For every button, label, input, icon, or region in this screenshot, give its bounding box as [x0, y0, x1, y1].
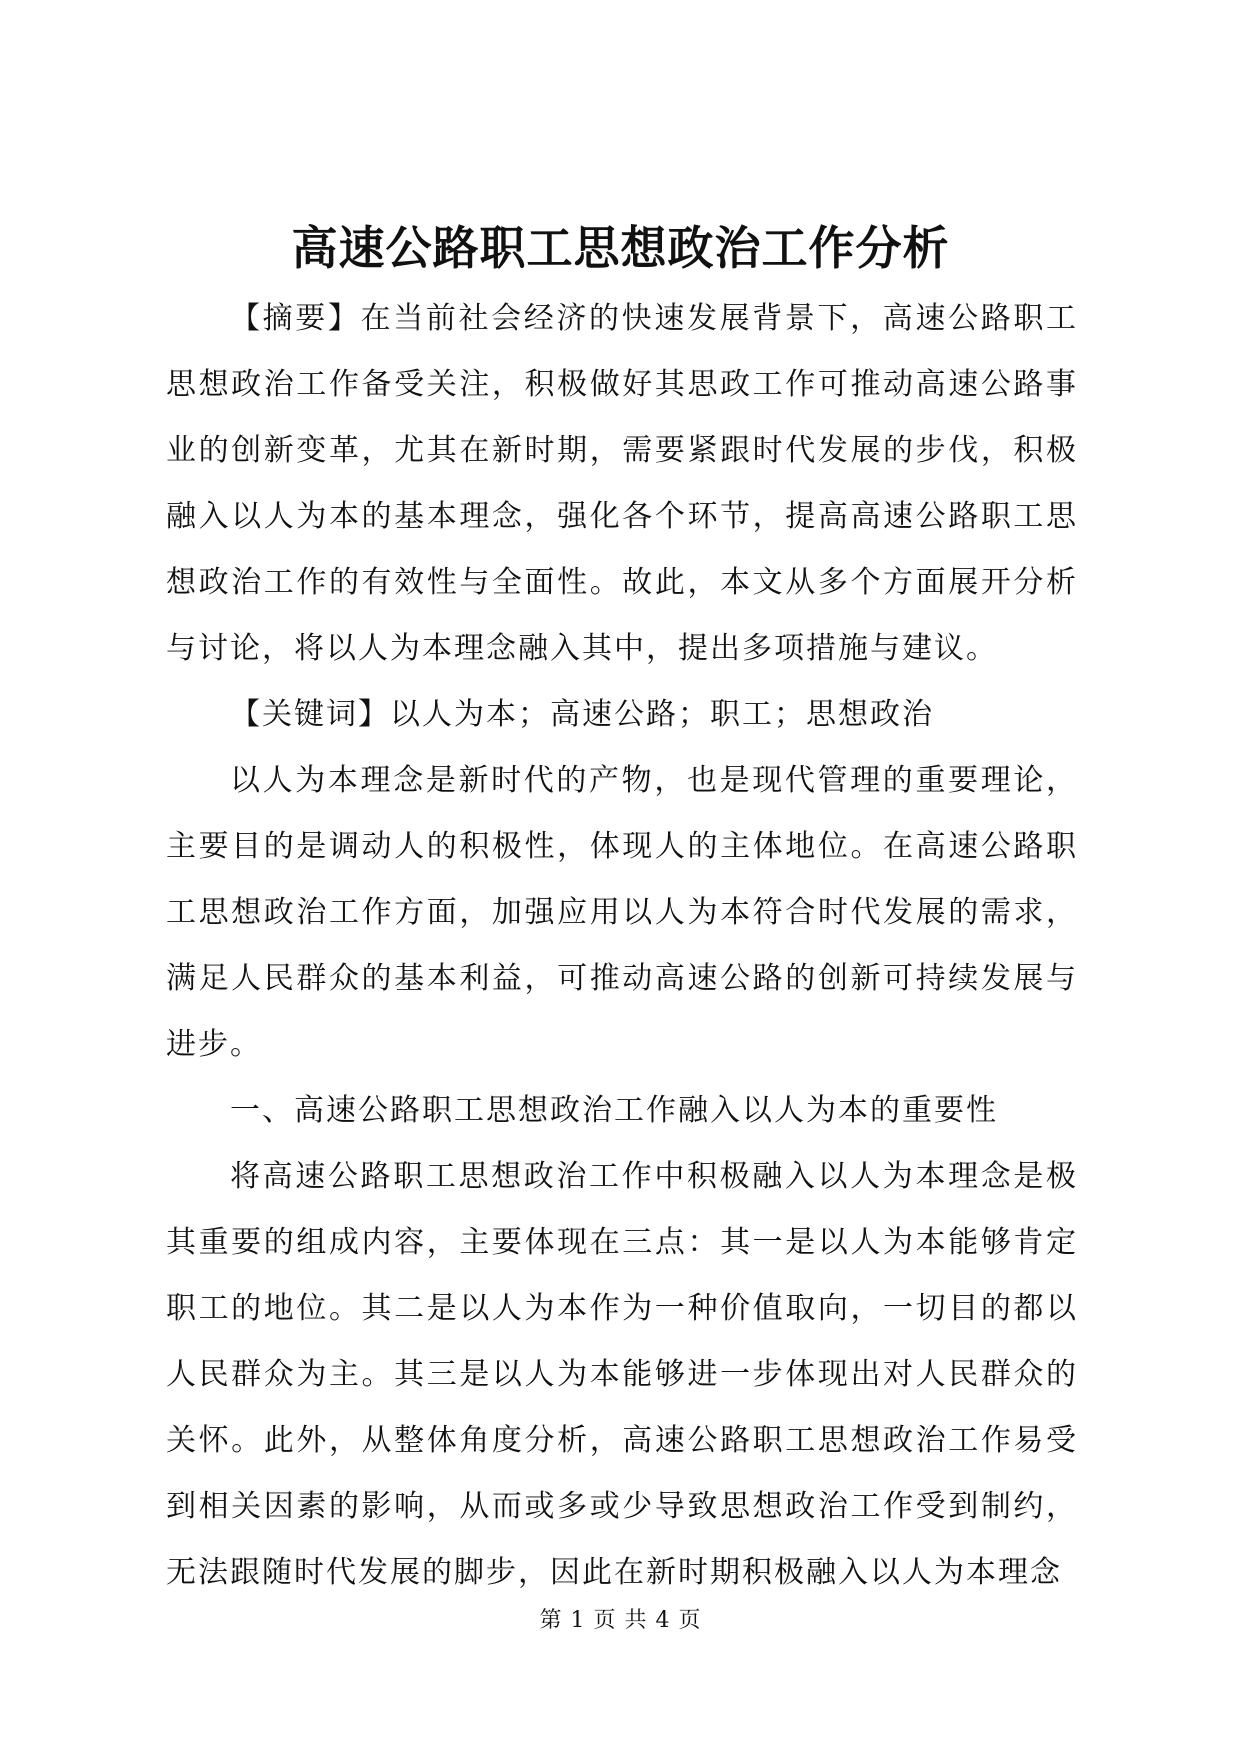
- abstract-paragraph: 【摘要】在当前社会经济的快速发展背景下，高速公路职工思想政治工作备受关注，积极做好其思政工作可推动高速公路事业的创新变革，尤其在新时期，需要紧跟时代发展的步伐，积极融入以人为本的基本理念，强化各个环节，提高高速公路职工思想政治工作的有效性与全面性。故此，本文从多个方面展开分析与讨论，将以人为本理念融入其中，提出多项措施与建议。: [166, 301, 1078, 666]
- page-number: 第 1 页 共 4 页: [539, 1608, 702, 1633]
- keywords-paragraph: 【关键词】以人为本；高速公路；职工；思想政治: [230, 697, 934, 732]
- document-body: [166, 286, 1078, 1606]
- section-heading: 一、高速公路职工思想政治工作融入以人为本的重要性: [230, 1093, 998, 1128]
- document-title: 高速公路职工思想政治工作分析: [291, 221, 950, 275]
- section-body-paragraph: 将高速公路职工思想政治工作中积极融入以人为本理念是极其重要的组成内容，主要体现在三点：其一是以人为本能够肯定职工的地位。其二是以人为本作为一种价值取向，一切目的都以人民群众为主。其三是以人为本能够进一步体现出对人民群众的关怀。此外，从整体角度分析，高速公路职工思想政治工作易受到相关因素的影响，从而或多或少导致思想政治工作受到制约，无法跟随时代发展的脚步，因此在新时期积极融入以人为本理念: [166, 1159, 1078, 1590]
- intro-paragraph: 以人为本理念是新时代的产物，也是现代管理的重要理论，主要目的是调动人的积极性，体现人的主体地位。在高速公路职工思想政治工作方面，加强应用以人为本符合时代发展的需求，满足人民群众的基本利益，可推动高速公路的创新可持续发展与进步。: [166, 763, 1078, 1062]
